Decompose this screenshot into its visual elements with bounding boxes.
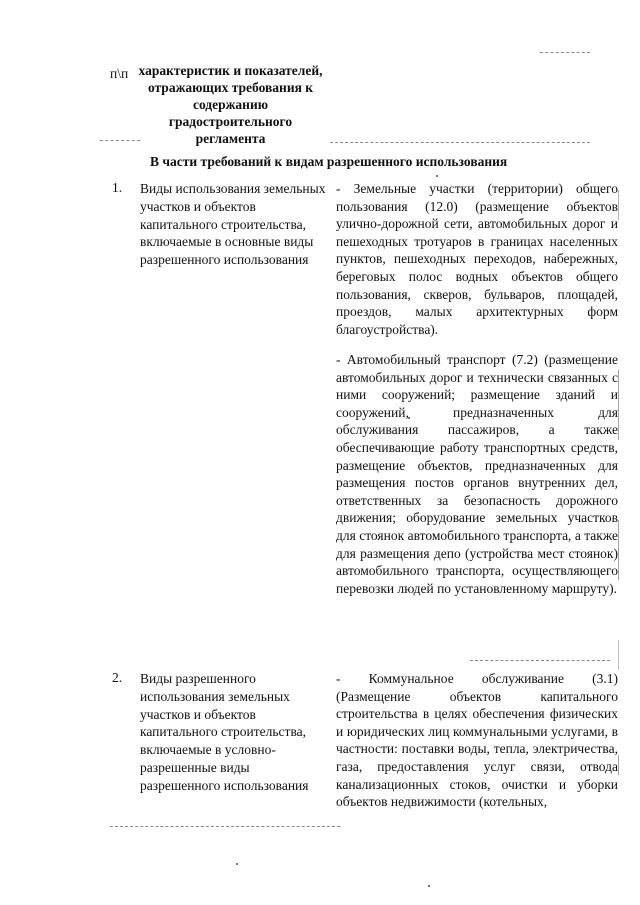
row-1-item-1: - Земельные участки (территории) общего пользования (12.0) (размещение объектов улично-дорожной сети, автомобильных дорог и пешеходных тротуаров в границах населенных пунктов, пешеходных переходов, набережных, береговых полос водных объектов общего пользования, скверов, бульваров, площадей, проездов, малых архитектурных форм благоустройства). [336, 181, 618, 337]
row-2-number: 2. [112, 670, 123, 685]
scan-artifact-line [100, 140, 140, 141]
scan-artifact-line [330, 142, 590, 143]
scan-speck [436, 175, 438, 177]
row-2-name: Виды разрешенного использования земельных участков и объектов капитального строительства, включаемые в условно-разрешенные виды разрешенного использования [140, 671, 309, 793]
row-2-item-1: - Коммунальное обслуживание (3.1) (Размещение объектов капитального строительства в целях обеспечения физических и юридических лиц коммунальными услугами, в частности: поставки воды, тепла, электричества, газа, предоставления услуг связи, отвода канализационных стоков, очистки и уборки объектов недвижимости (котельных, [336, 671, 618, 810]
scan-artifact-line [618, 755, 619, 775]
scan-artifact-line [618, 370, 619, 440]
scan-artifact-line [618, 520, 619, 580]
row-1-item-2: - Автомобильный транспорт (7.2) (размещение автомобильных дорог и технически связанных с ними сооружений; размещение зданий и сооружений, предназначенных для обслуживания пассажиров, а также обеспечивающие работу транспортных средств, размещение объектов, предназначенных для размещения постов органов внутренних дел, ответственных за безопасность дорожного движения; оборудование земельных участков для стоянок автомобильного транспорта, а также для размещения депо (устройства мест стоянок) автомобильного транспорта, осуществляющего перевозки людей по установленному маршруту). [336, 352, 618, 596]
scan-artifact-line [618, 640, 619, 670]
row-1-number: 1. [112, 180, 123, 195]
section-title: В части требований к видам разрешенного использования [150, 154, 508, 169]
scan-artifact-line [470, 660, 610, 661]
header-title: характеристик и показателей, отражающих требования к содержанию градостроительного регламента [138, 63, 323, 146]
header-num-col: п\п [110, 66, 129, 81]
scan-artifact-line [618, 190, 619, 220]
scan-speck [236, 863, 238, 865]
scan-speck [428, 885, 430, 887]
scan-artifact-line [540, 52, 590, 53]
row-1-name: Виды использования земельных участков и объектов капитального строительства, включаемые в основные виды разрешенного использования [140, 181, 326, 268]
scan-artifact-line [110, 826, 340, 827]
